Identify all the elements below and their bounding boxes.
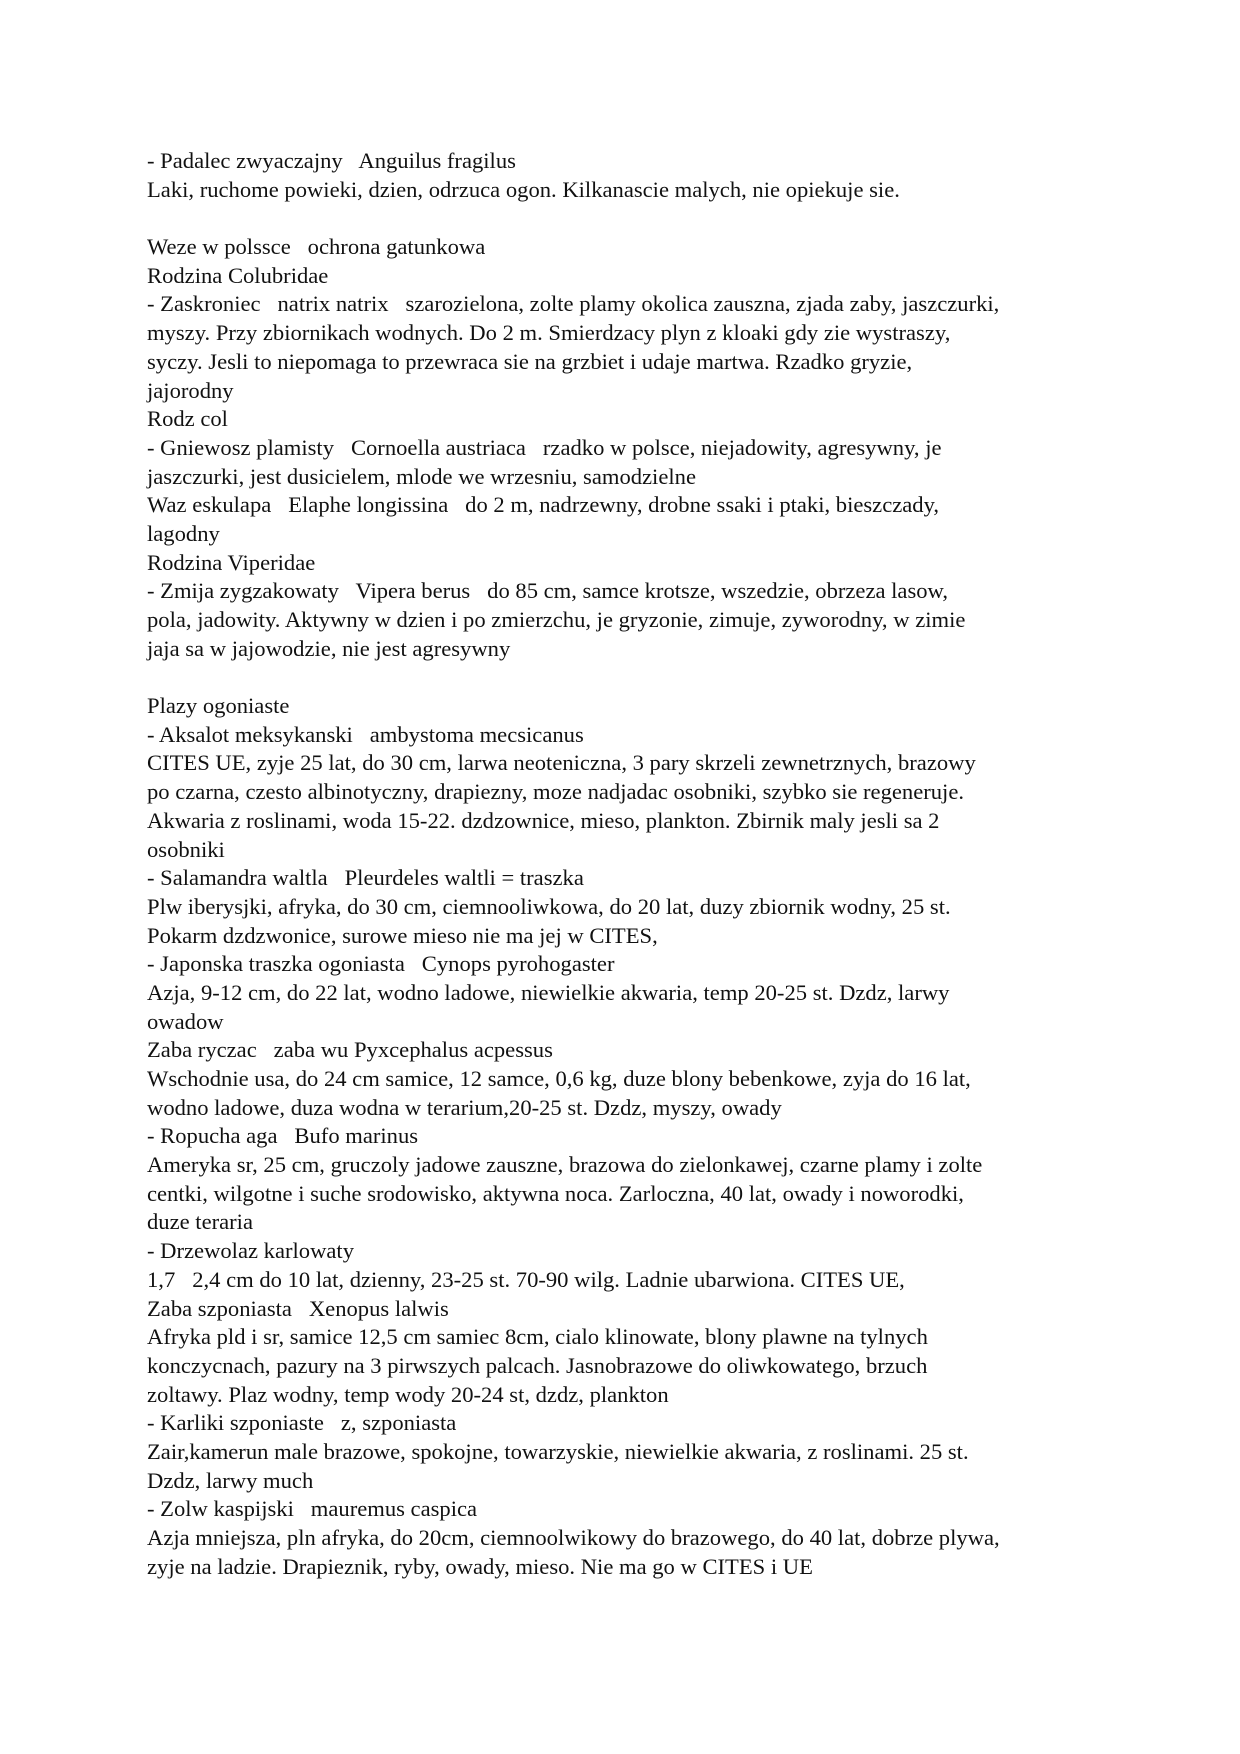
text-line: Wschodnie usa, do 24 cm samice, 12 samce, 0,6 kg, duze blony bebenkowe, zyja do 16 lat, bbox=[147, 1066, 971, 1091]
text-line: - Drzewolaz karlowaty bbox=[147, 1238, 355, 1264]
family-heading: Rodz col bbox=[147, 406, 228, 432]
text-line: - Karliki szponiaste z, szponiasta bbox=[147, 1410, 457, 1436]
text-line: centki, wilgotne i suche srodowisko, aktywna noca. Zarloczna, 40 lat, owady i noworodki, bbox=[147, 1180, 964, 1206]
text-line: CITES UE, zyje 25 lat, do 30 cm, larwa neoteniczna, 3 pary skrzeli zewnetrznych, brazowy bbox=[147, 750, 976, 776]
text-line: Zaba szponiasta Xenopus lalwis bbox=[147, 1295, 449, 1321]
text-line: zoltawy. Plaz wodny, temp wody 20-24 st, dzdz, plankton bbox=[147, 1381, 669, 1407]
blank-line bbox=[147, 204, 1107, 233]
text-line: pola, jadowity. Aktywny w dzien i po zmierzchu, je gryzonie, zimuje, zyworodny, w zimie bbox=[147, 607, 966, 632]
text-line: - Gniewosz plamisty Cornoella austriaca rzadko w polsce, niejadowity, agresywny, je bbox=[147, 434, 942, 460]
text-line: Plw iberysjki, afryka, do 30 cm, ciemnooliwkowa, do 20 lat, duzy zbiornik wodny, 25 st. bbox=[147, 893, 951, 919]
section-heading: Weze w polssce ochrona gatunkowa bbox=[147, 234, 486, 260]
text-line: Laki, ruchome powieki, dzien, odrzuca ogon. Kilkanascie malych, nie opiekuje sie. bbox=[147, 176, 900, 202]
text-line: Azja, 9-12 cm, do 22 lat, wodno ladowe, niewielkie akwaria, temp 20-25 st. Dzdz, larwy bbox=[147, 979, 950, 1005]
text-line: Waz eskulapa Elaphe longissina do 2 m, nadrzewny, drobne ssaki i ptaki, bieszczady, bbox=[147, 492, 940, 518]
text-line: po czarna, czesto albinotyczny, drapiezny, moze nadjadac osobniki, szybko sie regeneruje. bbox=[147, 779, 965, 805]
text-line: - Zolw kaspijski mauremus caspica bbox=[147, 1496, 478, 1522]
text-line: wodno ladowe, duza wodna w terarium,20-25 st. Dzdz, myszy, owady bbox=[147, 1094, 782, 1120]
text-line: - Japonska traszka ogoniasta Cynops pyrohogaster bbox=[147, 951, 615, 977]
text-line: Zair,kamerun male brazowe, spokojne, towarzyskie, niewielkie akwaria, z roslinami. 25 st. bbox=[147, 1438, 969, 1464]
text-line: konczycnach, pazury na 3 pirwszych palcach. Jasnobrazowe do oliwkowatego, brzuch bbox=[147, 1352, 928, 1378]
text-line: - Padalec zwyaczajny Anguilus fragilus bbox=[147, 148, 516, 173]
text-line: Dzdz, larwy much bbox=[147, 1467, 314, 1493]
text-line: lagodny bbox=[147, 520, 220, 546]
text-line: Pokarm dzdzwonice, surowe mieso nie ma jej w CITES, bbox=[147, 922, 658, 948]
text-line: jajorodny bbox=[147, 377, 234, 403]
text-line: osobniki bbox=[147, 836, 225, 862]
text-line: - Zmija zygzakowaty Vipera berus do 85 cm, samce krotsze, wszedzie, obrzeza lasow, bbox=[147, 578, 949, 604]
text-line: - Ropucha aga Bufo marinus bbox=[147, 1123, 419, 1149]
document-page bbox=[147, 147, 1107, 1581]
blank-line bbox=[147, 663, 1107, 692]
text-line: syczy. Jesli to niepomaga to przewraca sie na grzbiet i udaje martwa. Rzadko gryzie, bbox=[147, 348, 913, 374]
family-heading: Rodzina Viperidae bbox=[147, 549, 316, 575]
text-line: Ameryka sr, 25 cm, gruczoly jadowe zauszne, brazowa do zielonkawej, czarne plamy i zolte bbox=[147, 1152, 983, 1178]
text-line: jaszczurki, jest dusicielem, mlode we wrzesniu, samodzielne bbox=[147, 463, 696, 489]
text-line: owadow bbox=[147, 1008, 224, 1034]
text-line: jaja sa w jajowodzie, nie jest agresywny bbox=[147, 635, 511, 661]
text-line: duze teraria bbox=[147, 1209, 253, 1235]
text-line: 1,7 2,4 cm do 10 lat, dzienny, 23-25 st. 70-90 wilg. Ladnie ubarwiona. CITES UE, bbox=[147, 1266, 905, 1292]
text-line: - Salamandra waltla Pleurdeles waltli = traszka bbox=[147, 865, 584, 891]
text-line: myszy. Przy zbiornikach wodnych. Do 2 m. Smierdzacy plyn z kloaki gdy zie wystraszy, bbox=[147, 320, 951, 346]
family-heading: Rodzina Colubridae bbox=[147, 262, 329, 288]
text-line: Afryka pld i sr, samice 12,5 cm samiec 8cm, cialo klinowate, blony plawne na tylnych bbox=[147, 1324, 928, 1350]
text-line: - Aksalot meksykanski ambystoma mecsicanus bbox=[147, 721, 584, 747]
text-line: - Zaskroniec natrix natrix szarozielona, zolte plamy okolica zauszna, zjada zaby, jaszczurki, bbox=[147, 291, 1000, 317]
text-line: zyje na ladzie. Drapieznik, ryby, owady, mieso. Nie ma go w CITES i UE bbox=[147, 1553, 813, 1579]
text-line: Akwaria z roslinami, woda 15-22. dzdzownice, mieso, plankton. Zbirnik maly jesli sa 2 bbox=[147, 807, 940, 833]
section-heading: Plazy ogoniaste bbox=[147, 693, 290, 719]
text-line: Zaba ryczac zaba wu Pyxcephalus acpessus bbox=[147, 1037, 553, 1063]
text-line: Azja mniejsza, pln afryka, do 20cm, ciemnoolwikowy do brazowego, do 40 lat, dobrze plywa, bbox=[147, 1525, 1000, 1550]
